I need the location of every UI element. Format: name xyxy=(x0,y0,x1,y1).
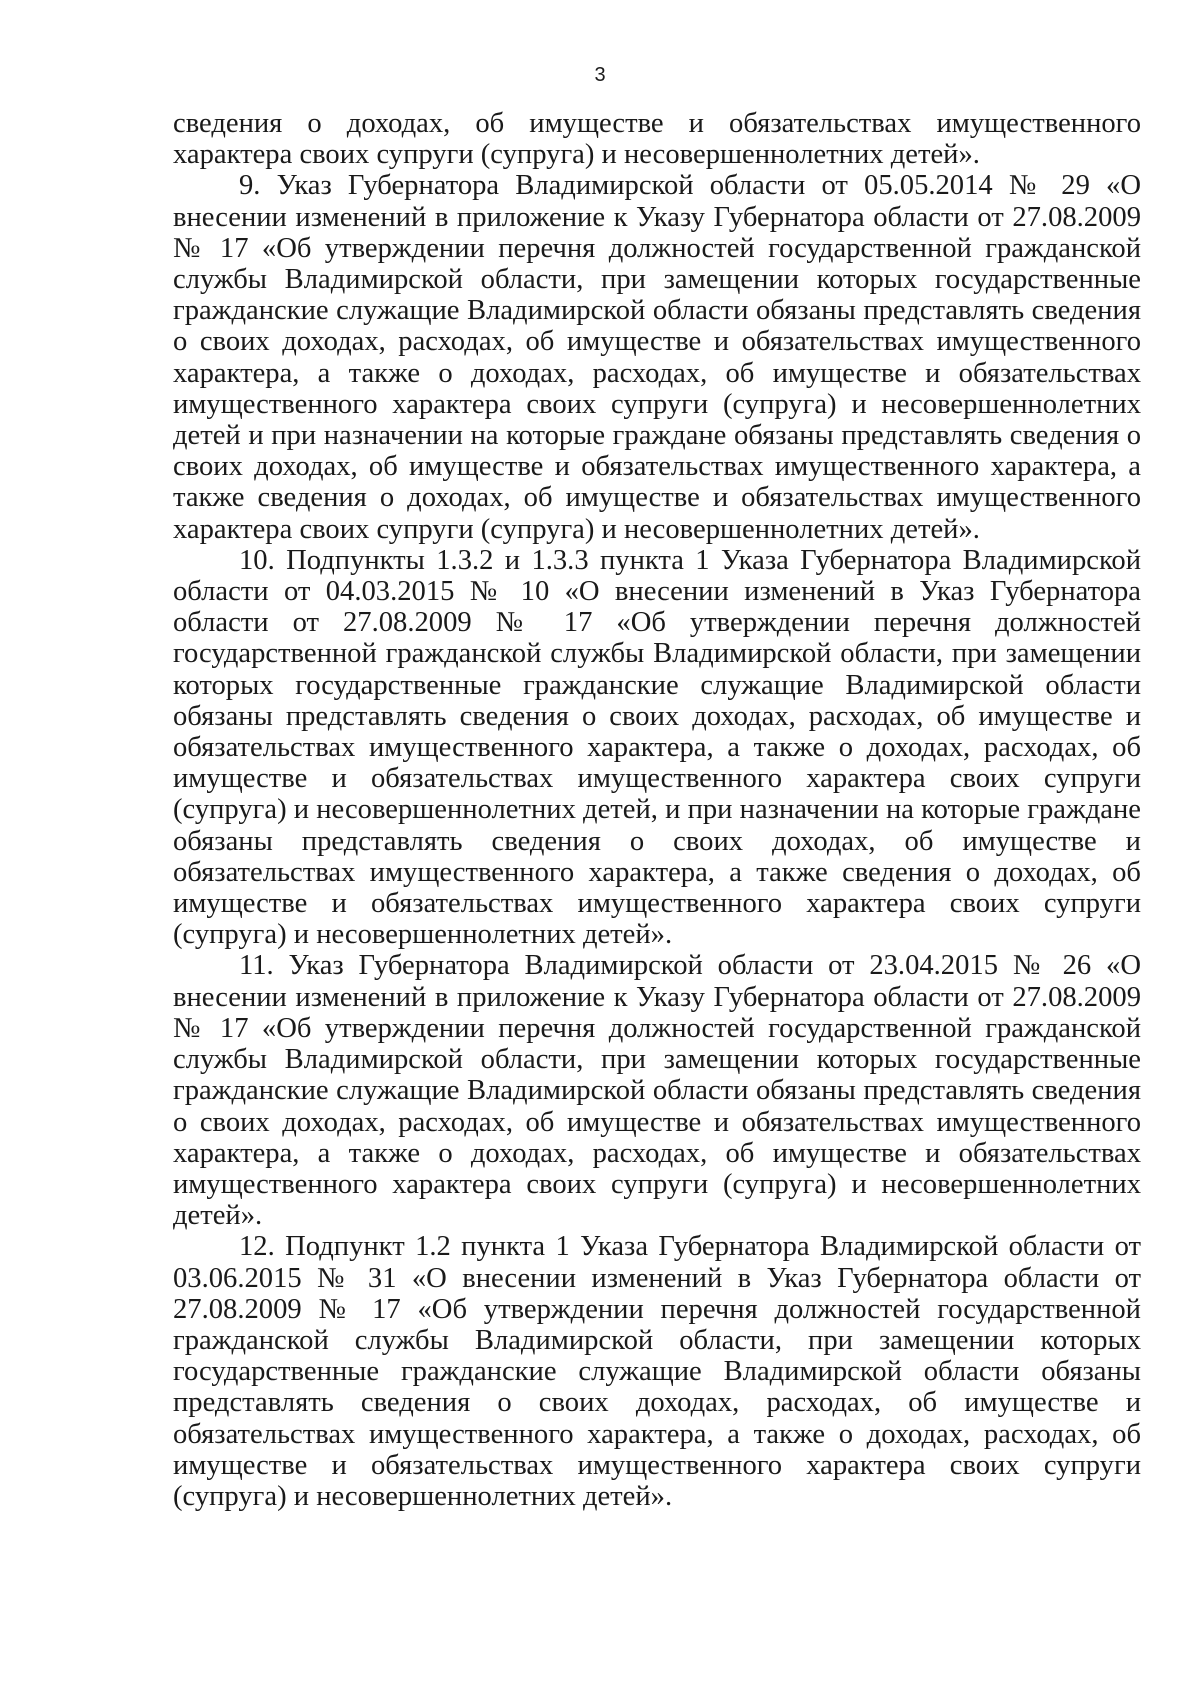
paragraph-item-11: 11. Указ Губернатора Владимирской области от 23.04.2015 № 26 «О внесении изменений в приложение к Указу Губернатора области от 27.08.2009 № 17 «Об утверждении перечня должностей государственной гражданской службы Владимирской области, при замещении которых государственные гражданские служащие Владимирской области обязаны представлять сведения о своих доходах, расходах, об имуществе и обязательствах имущественного характера, а также о доходах, расходах, об имуществе и обязательствах имущественного характера своих супруги (супруга) и несовершеннолетних детей». xyxy=(173,950,1141,1232)
paragraph-item-12: 12. Подпункт 1.2 пункта 1 Указа Губернатора Владимирской области от 03.06.2015 № 31 «О внесении изменений в Указ Губернатора области от 27.08.2009 № 17 «Об утверждении перечня должностей государственной гражданской службы Владимирской области, при замещении которых государственные гражданские служащие Владимирской области обязаны представлять сведения о своих доходах, расходах, об имуществе и обязательствах имущественного характера, а также о доходах, расходах, об имуществе и обязательствах имущественного характера своих супруги (супруга) и несовершеннолетних детей». xyxy=(173,1231,1141,1512)
document-body xyxy=(173,108,1141,1512)
paragraph-continuation: сведения о доходах, об имуществе и обязательствах имущественного характера своих супруги (супруга) и несовершеннолетних детей». xyxy=(173,108,1141,171)
paragraph-item-10: 10. Подпункты 1.3.2 и 1.3.3 пункта 1 Указа Губернатора Владимирской области от 04.03.2015 № 10 «О внесении изменений в Указ Губернатора области от 27.08.2009 № 17 «Об утверждении перечня должностей государственной гражданской службы Владимирской области, при замещении которых государственные гражданские служащие Владимирской области обязаны представлять сведения о своих доходах, расходах, об имуществе и обязательствах имущественного характера, а также о доходах, расходах, об имуществе и обязательствах имущественного характера своих супруги (супруга) и несовершеннолетних детей, и при назначении на которые граждане обязаны представлять сведения о своих доходах, об имуществе и обязательствах имущественного характера, а также сведения о доходах, об имуществе и обязательствах имущественного характера своих супруги (супруга) и несовершеннолетних детей». xyxy=(173,544,1141,951)
page-number: 3 xyxy=(594,64,606,86)
paragraph-item-9: 9. Указ Губернатора Владимирской области от 05.05.2014 № 29 «О внесении изменений в приложение к Указу Губернатора области от 27.08.2009 № 17 «Об утверждении перечня должностей государственной гражданской службы Владимирской области, при замещении которых государственные гражданские служащие Владимирской области обязаны представлять сведения о своих доходах, расходах, об имуществе и обязательствах имущественного характера, а также о доходах, расходах, об имуществе и обязательствах имущественного характера своих супруги (супруга) и несовершеннолетних детей и при назначении на которые граждане обязаны представлять сведения о своих доходах, об имуществе и обязательствах имущественного характера, а также сведения о доходах, об имуществе и обязательствах имущественного характера своих супруги (супруга) и несовершеннолетних детей». xyxy=(173,170,1141,545)
